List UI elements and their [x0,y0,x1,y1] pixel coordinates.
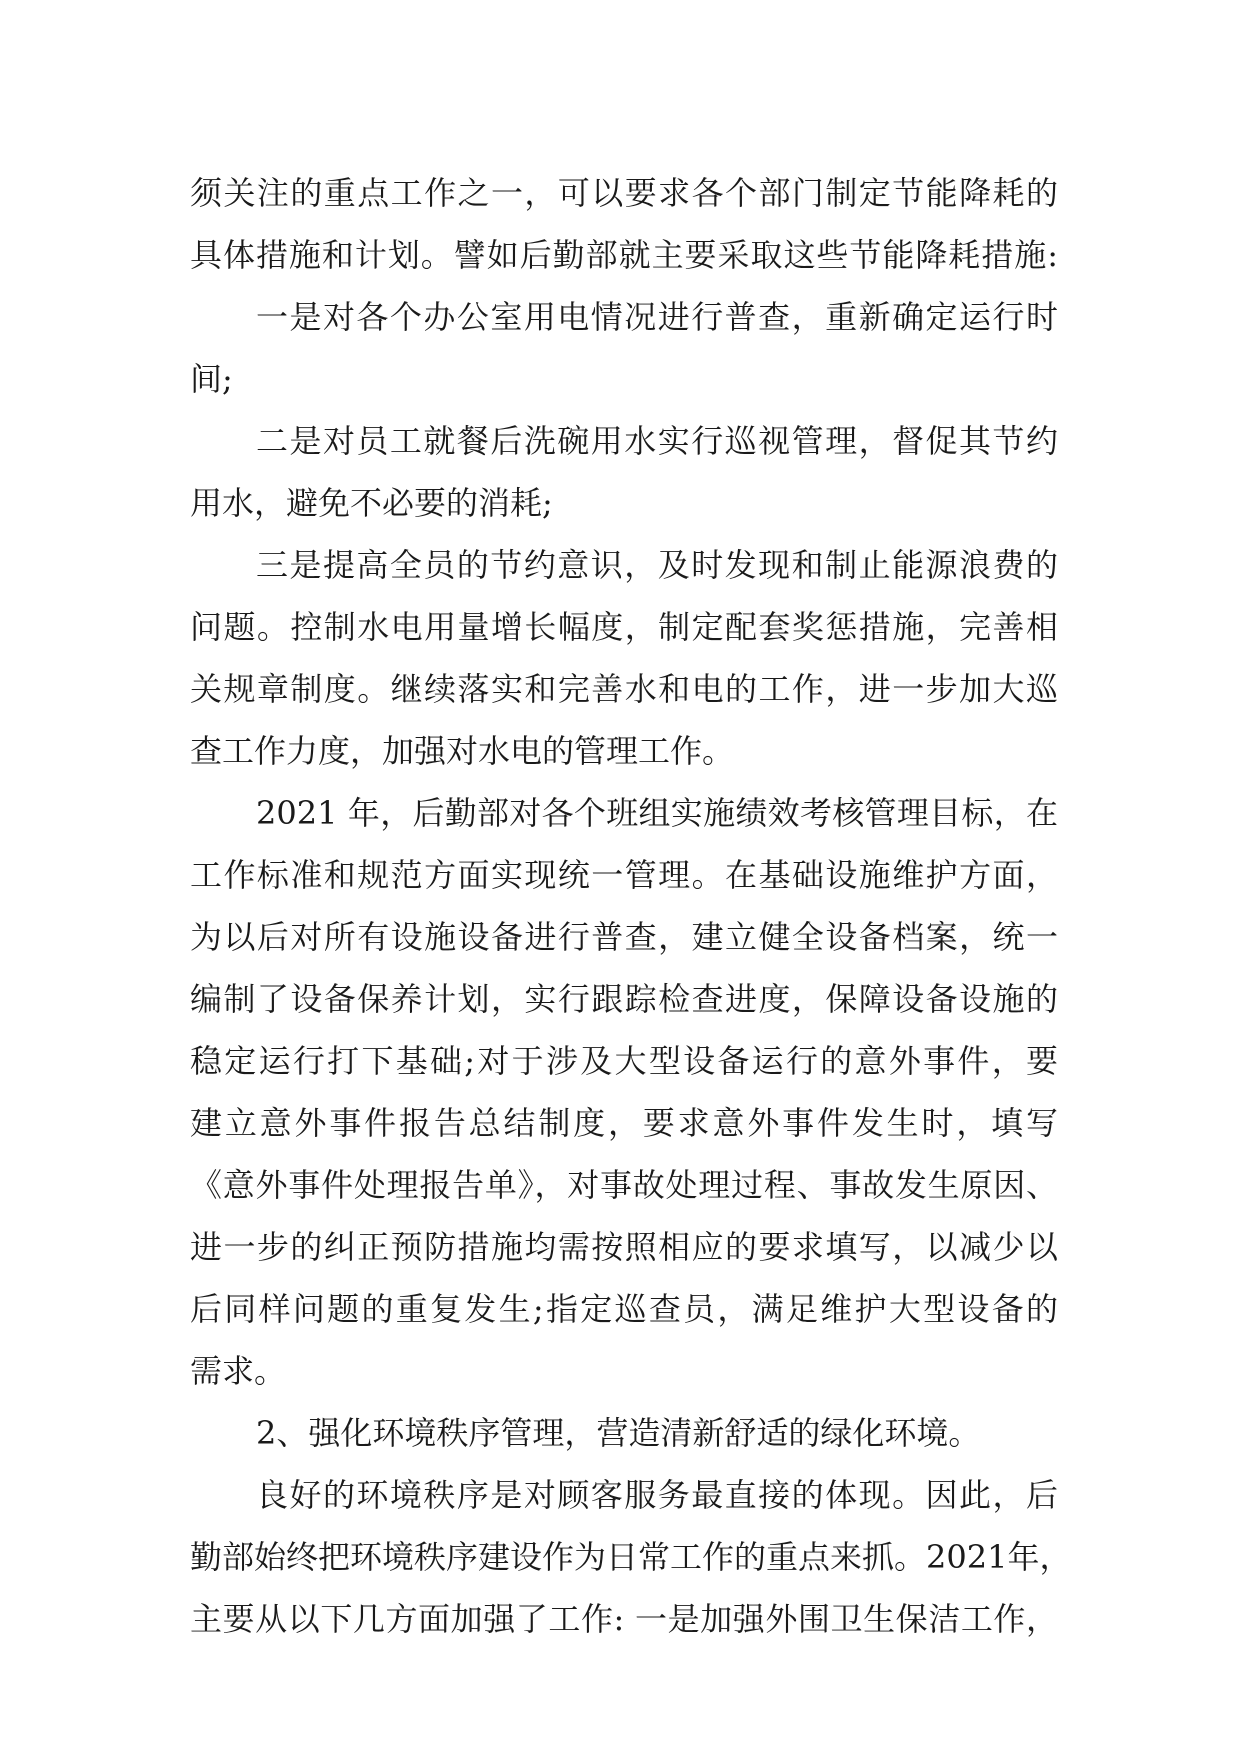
text-line: 间; [190,360,233,398]
text-line: 三是提高全员的节约意识，及时发现和制止能源浪费的 [256,546,1058,584]
text-line: 《意外事件处理报告单》，对事故处理过程、事故发生原因、 [190,1166,1058,1204]
text-line: 查工作力度，加强对水电的管理工作。 [190,732,735,770]
text-line: 二是对员工就餐后洗碗用水实行巡视管理，督促其节约 [256,422,1058,460]
text-line: 问题。控制水电用量增长幅度，制定配套奖惩措施，完善相 [190,608,1058,646]
text-line: 进一步的纠正预防措施均需按照相应的要求填写，以减少以 [190,1228,1058,1266]
text-line: 良好的环境秩序是对顾客服务最直接的体现。因此，后 [256,1476,1058,1514]
document-body [190,162,1072,1650]
text-line: 用水，避免不必要的消耗; [190,484,553,522]
text-line: 具体措施和计划。譬如后勤部就主要采取这些节能降耗措施: [190,236,1058,274]
text-line: 工作标准和规范方面实现统一管理。在基础设施维护方面， [190,856,1058,894]
text-line: 一是对各个办公室用电情况进行普查，重新确定运行时 [256,298,1058,336]
text-line: 2、强化环境秩序管理，营造清新舒适的绿化环境。 [256,1414,981,1452]
text-line: 2021 年，后勤部对各个班组实施绩效考核管理目标，在 [256,794,1058,832]
text-line: 须关注的重点工作之一，可以要求各个部门制定节能降耗的 [190,174,1058,212]
text-line: 建立意外事件报告总结制度，要求意外事件发生时，填写 [190,1104,1058,1142]
text-line: 稳定运行打下基础;对于涉及大型设备运行的意外事件，要 [190,1042,1058,1080]
text-line: 后同样问题的重复发生;指定巡查员，满足维护大型设备的 [190,1290,1058,1328]
text-line: 主要从以下几方面加强了工作: 一是加强外围卫生保洁工作， [190,1600,1058,1638]
text-line: 为以后对所有设施设备进行普查，建立健全设备档案，统一 [190,918,1058,956]
text-line: 关规章制度。继续落实和完善水和电的工作，进一步加大巡 [190,670,1058,708]
text-line: 勤部始终把环境秩序建设作为日常工作的重点来抓。2021年， [190,1538,1072,1576]
text-line: 需求。 [190,1352,287,1390]
text-line: 编制了设备保养计划，实行跟踪检查进度，保障设备设施的 [190,980,1058,1018]
